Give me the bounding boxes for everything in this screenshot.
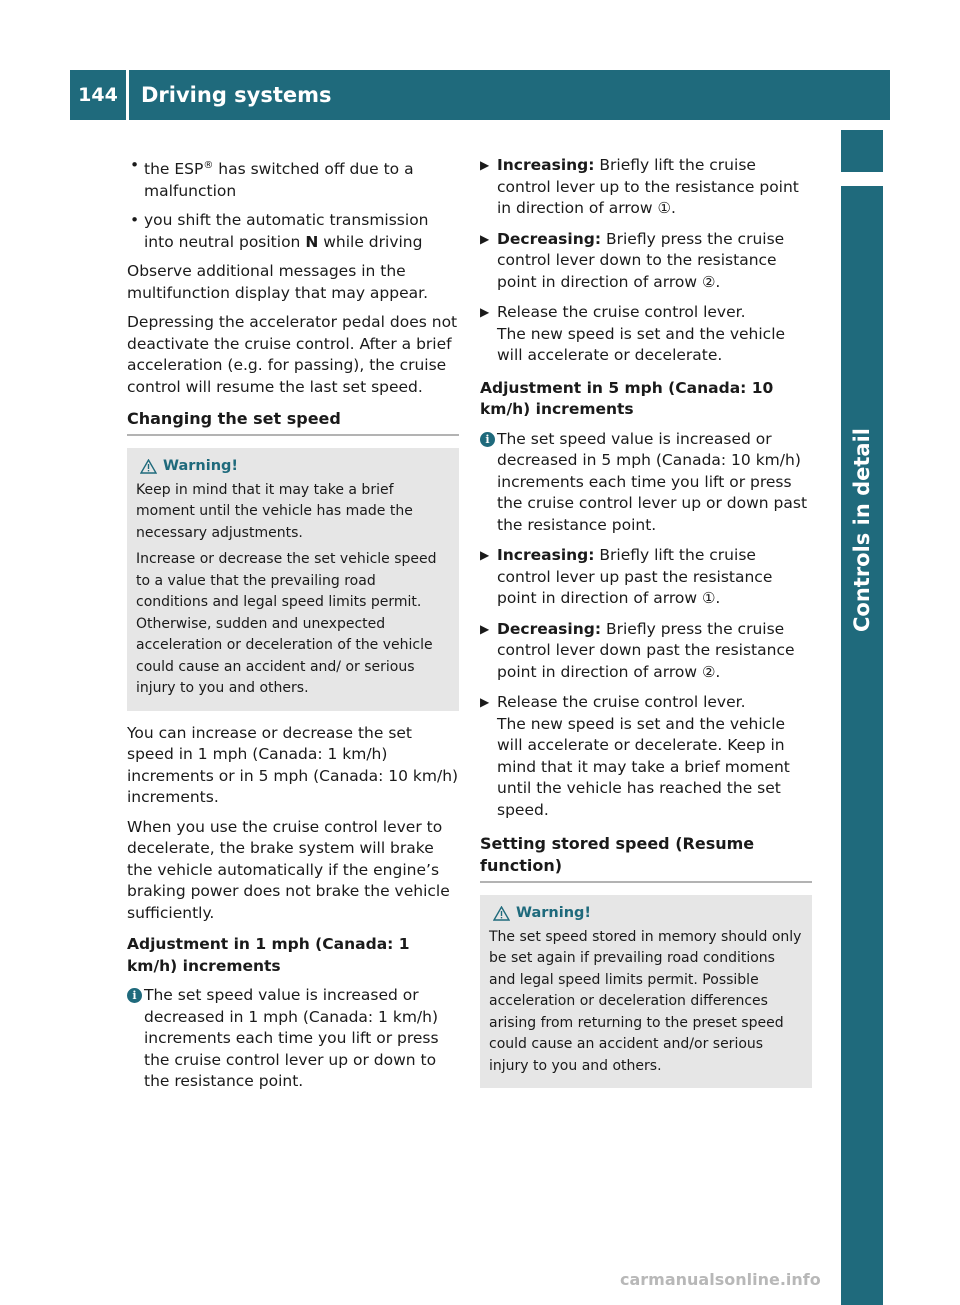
step-end: .: [715, 662, 721, 681]
side-tab-block: [841, 130, 883, 172]
warning-title: [489, 903, 803, 925]
arrow-reference: ②: [701, 662, 716, 681]
step-text: Release the cruise control lever.: [497, 693, 746, 711]
step-text: Briefly press the cruise control lever down past the resistance point in direction of arrow: [497, 619, 795, 681]
warning-triangle-icon: [140, 459, 157, 474]
paragraph: Observe additional messages in the multifunction display that may appear.: [127, 262, 429, 302]
right-column: [480, 155, 812, 1100]
paragraph: You can increase or decrease the set speed in 1 mph (Canada: 1 km/h) increments or in 5 mph (Canada: 10 km/h) increments.: [127, 723, 459, 807]
subheading: Adjustment in 1 mph (Canada: 1 km/h) increments: [127, 935, 410, 975]
info-note: [480, 429, 812, 537]
step-label: Decreasing:: [497, 229, 602, 248]
paragraph: Depressing the accelerator pedal does not deactivate the cruise control. After a brief acceleration (e.g. for passing), the cruise control will resume the last set speed.: [127, 313, 458, 396]
bullet-text: while driving: [318, 232, 423, 251]
arrow-right-icon: ▶: [480, 231, 490, 246]
info-note: [127, 985, 459, 1093]
left-column: [127, 155, 459, 1102]
step-item: [480, 155, 812, 220]
list-item: [127, 155, 459, 202]
step-text: Briefly press the cruise control lever down to the resistance point in direction of arrow: [497, 229, 785, 291]
paragraph: When you use the cruise control lever to decelerate, the brake system will brake the vehicle automatically if the engine’s braking power does not brake the vehicle sufficiently.: [127, 817, 450, 922]
step-item: [480, 545, 812, 610]
registered-mark: ®: [203, 160, 214, 171]
step-result: The new speed is set and the vehicle will accelerate or decelerate. Keep in mind that it may take a brief moment until the vehicle has reached the set speed.: [497, 714, 790, 819]
arrow-right-icon: ▶: [480, 548, 490, 562]
warning-box: [480, 895, 812, 1088]
arrow-right-icon: ▶: [480, 621, 490, 636]
arrow-reference: ②: [701, 272, 716, 291]
gear-position: N: [305, 232, 319, 251]
bullet-icon: •: [130, 156, 140, 174]
arrow-right-icon: ▶: [480, 305, 490, 319]
warning-title-text: Warning!: [163, 458, 239, 475]
section-heading: Setting stored speed (Resume function): [480, 833, 812, 883]
step-result: The new speed is set and the vehicle will accelerate or decelerate.: [497, 324, 786, 364]
warning-text: The set speed stored in memory should only be set again if prevailing road conditions and legal speed limits permit. Possible acceleration or deceleration differences arising from returning to the preset speed could cause an accident and/or serious injury to you and others.: [489, 928, 802, 1074]
step-label: Decreasing:: [497, 619, 602, 638]
warning-text: Keep in mind that it may take a brief moment until the vehicle has made the necessary adjustments.: [136, 481, 413, 541]
warning-box: [127, 448, 459, 711]
step-item: [480, 229, 812, 294]
step-text: Briefly lift the cruise control lever up past the resistance point in direction of arrow: [497, 546, 773, 607]
step-text: Release the cruise control lever.: [497, 303, 746, 321]
step-item: [480, 619, 812, 684]
step-item: [480, 692, 812, 821]
step-end: .: [715, 272, 721, 291]
list-item: [127, 210, 459, 253]
bullet-text: you shift the automatic transmission into neutral position: [144, 211, 429, 251]
info-icon: i: [480, 432, 495, 447]
side-tab-label: Controls in detail: [850, 428, 874, 632]
info-text: The set speed value is increased or decreased in 1 mph (Canada: 1 km/h) increments each time you lift or press the cruise control lever up or down to the resistance point.: [144, 986, 439, 1091]
info-text: The set speed value is increased or decreased in 5 mph (Canada: 10 km/h) increments each time you lift or press the cruise control lever up or down past the resistance point.: [497, 429, 808, 534]
step-label: Increasing:: [497, 156, 595, 174]
step-end: .: [670, 199, 676, 217]
step-label: Increasing:: [497, 546, 595, 564]
page-header: [70, 70, 890, 120]
page-number: 144: [78, 84, 118, 106]
arrow-reference: ①: [701, 589, 716, 607]
side-tab: [830, 130, 890, 1305]
warning-title-text: Warning!: [516, 905, 592, 921]
arrow-right-icon: ▶: [480, 158, 490, 172]
bullet-icon: •: [130, 211, 140, 230]
step-item: [480, 302, 812, 367]
watermark: carmanualsonline.info: [620, 1270, 821, 1289]
bullet-text: has switched off due to a malfunction: [144, 160, 414, 200]
subheading: Adjustment in 5 mph (Canada: 10 km/h) increments: [480, 378, 774, 418]
arrow-reference: ①: [657, 199, 671, 217]
info-icon: i: [127, 988, 142, 1003]
warning-text: Increase or decrease the set vehicle speed to a value that the prevailing road conditions and legal speed limits permit. Otherwise, sudden and unexpected acceleration or deceleration of the vehicle could cause an accident and/ or serious injury to you and others.: [136, 551, 437, 697]
step-end: .: [715, 589, 721, 607]
warning-title: [136, 456, 450, 478]
section-heading: Changing the set speed: [127, 408, 459, 436]
arrow-right-icon: ▶: [480, 695, 490, 709]
bullet-text: the ESP: [144, 160, 204, 179]
section-title: Driving systems: [141, 83, 332, 107]
warning-triangle-icon: [493, 906, 510, 921]
step-text: Briefly lift the cruise control lever up to the resistance point in direction of arrow: [497, 156, 799, 217]
